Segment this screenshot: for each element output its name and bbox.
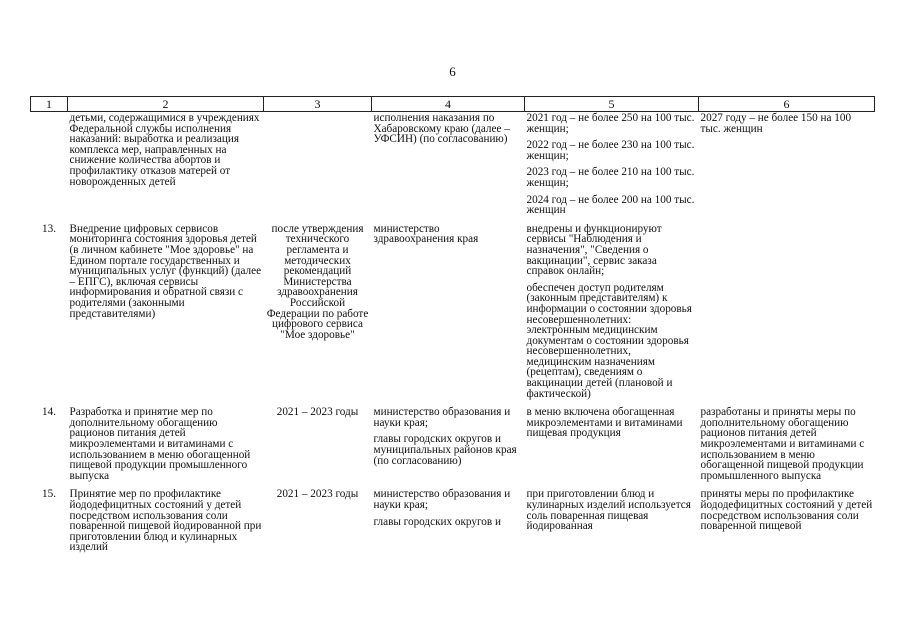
table-row	[31, 489, 875, 553]
executor-text: министерство образования и науки края;	[373, 488, 511, 511]
result-text: 2021 год – не более 250 на 100 тыс. женщин;	[526, 112, 695, 135]
header-cell-5: 5	[525, 97, 699, 112]
measure-cell: детьми, содержащимися в учреждениях Федеральной службы исполнения наказаний: выработка и реализация комплекса мер, направленных на снижение количества абортов и профилактику отказов матерей от новорожденных детей	[69, 112, 260, 188]
table-row	[31, 224, 875, 400]
period-cell	[264, 112, 372, 216]
header-cell-2: 2	[68, 97, 264, 112]
result-cell	[525, 224, 699, 400]
executor-cell	[372, 489, 525, 553]
header-cell-4: 4	[372, 97, 525, 112]
measures-table	[30, 96, 875, 553]
indicator-cell: приняты меры по профилактике йододефицитных состояний у детей посредством использования соли поваренной пищевой	[700, 488, 873, 533]
table-row	[31, 407, 875, 481]
executor-text: главы городских округов и	[373, 515, 501, 528]
executor-text: министерство образования и науки края;	[373, 406, 511, 429]
executor-cell	[372, 224, 525, 400]
row-number: 15.	[42, 488, 56, 501]
result-text: 2022 год – не более 230 на 100 тыс. женщин;	[526, 139, 695, 162]
measure-cell: Принятие мер по профилактике йододефицитных состояний у детей посредством использования соли поваренной пищевой йодированной при приготовлении блюд и кулинарных изделий	[69, 488, 262, 554]
row-number: 13.	[42, 222, 56, 235]
executor-cell	[372, 112, 525, 216]
row-number: 14.	[42, 406, 56, 419]
result-cell	[525, 112, 699, 216]
measure-cell: Внедрение цифровых сервисов мониторинга состояния здоровья детей (в личном кабинете "Мое здоровье" на Едином портале государственных и муниципальных услуг (функций) (далее – ЕПГС), включая сервисы информирования и обратной связи с родителями (законными представителями)	[69, 222, 262, 320]
result-text: при приготовлении блюд и кулинарных изделий используется соль поваренная пищевая йодированная	[526, 488, 691, 533]
result-text: внедрены и функционируют сервисы "Наблюдения и назначения", "Сведения о вакцинации", сервис заказа справок онлайн;	[526, 222, 662, 278]
executor-text: главы городских округов и муниципальных районов края (по согласованию)	[373, 433, 517, 467]
period-cell: 2021 – 2023 годы	[276, 406, 359, 419]
indicator-cell	[699, 224, 875, 400]
header-cell-3: 3	[264, 97, 372, 112]
header-cell-1: 1	[31, 97, 68, 112]
executor-text: исполнения наказания по Хабаровскому краю (далее – УФСИН) (по согласованию)	[373, 112, 510, 146]
indicator-cell: разработаны и приняты меры по дополнительному обогащению рационов питания детей микроэлементами и витаминами с использованием в меню обогащенной пищевой продукции промышленного выпуска	[700, 406, 865, 482]
indicator-cell: 2027 году – не более 150 на 100 тыс. женщин	[700, 112, 852, 135]
result-text: 2023 год – не более 210 на 100 тыс. женщин;	[526, 166, 695, 189]
result-text: в меню включена обогащенная микроэлементами и витаминами пищевая продукция	[526, 406, 683, 440]
executor-text: министерство здравоохранения края	[373, 222, 479, 246]
period-cell: после утверждения технического регламента и методических рекомендаций Министерства здравоохранения Российской Федерации по работе цифрового сервиса "Мое здоровье"	[266, 222, 369, 341]
header-row	[31, 97, 875, 112]
result-cell	[525, 489, 699, 553]
table-row	[31, 112, 875, 216]
period-cell: 2021 – 2023 годы	[276, 488, 359, 501]
row-number	[31, 112, 68, 216]
executor-cell	[372, 407, 525, 481]
measure-cell: Разработка и принятие мер по дополнительному обогащению рационов питания детей микроэлементами и витаминами с использованием в меню обогащенной пищевой продукции промышленного выпуска	[69, 406, 251, 482]
result-text: 2024 год – не более 200 на 100 тыс. женщин	[526, 193, 695, 217]
page-number: 6	[449, 64, 456, 79]
header-cell-6: 6	[699, 97, 875, 112]
result-text: обеспечен доступ родителям (законным представителям) к информации о состоянии здоровья несовершеннолетних: электронным медицинским документам о состоянии здоровья несовершеннолетних, медицинским назначениям (рецептам), сведениям о вакцинации детей (плановой и фактической)	[526, 281, 692, 400]
result-cell	[525, 407, 699, 481]
